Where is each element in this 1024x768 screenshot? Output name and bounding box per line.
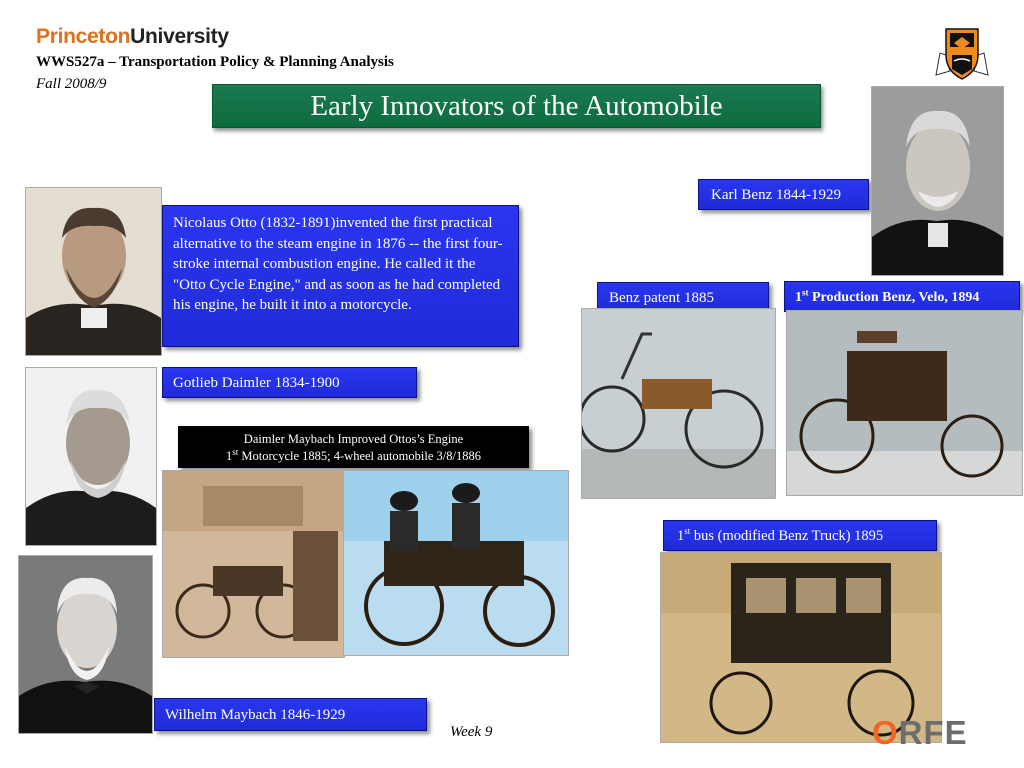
daimler-maybach-line2: 1st Motorcycle 1885; 4-wheel automobile 3/8/1886 <box>226 446 481 463</box>
logo-university: University <box>130 25 229 48</box>
otto-portrait <box>25 187 162 356</box>
university-logo <box>36 25 229 49</box>
week-label: Week 9 <box>450 724 493 740</box>
daimler-caption: Gotlieb Daimler 1834-1900 <box>162 367 417 398</box>
benz-portrait <box>871 86 1004 276</box>
production-benz-caption: 1st Production Benz, Velo, 1894 <box>784 281 1020 312</box>
daimler-maybach-line1: Daimler Maybach Improved Ottos’s Engine <box>243 432 464 446</box>
daimler-carriage-photo <box>343 470 569 656</box>
daimler-motorcycle-photo <box>162 470 345 658</box>
bus-caption: 1st bus (modified Benz Truck) 1895 <box>663 520 937 551</box>
princeton-crest-icon <box>932 25 992 83</box>
logo-princeton: Princeton <box>36 25 131 48</box>
slide-title: Early Innovators of the Automobile <box>212 84 821 128</box>
maybach-portrait <box>18 555 153 734</box>
otto-description: Nicolaus Otto (1832-1891)invented the first practical alternative to the steam engine in 1876 -- the first four-stroke internal combustion engine. He called it the "Otto Cycle Engine," and as soon as he had completed his engine, he built it into a motorcycle. <box>162 205 519 347</box>
daimler-portrait <box>25 367 157 546</box>
daimler-maybach-caption <box>178 426 529 468</box>
term-label: Fall 2008/9 <box>36 76 107 92</box>
benz-caption: Karl Benz 1844-1929 <box>698 179 869 210</box>
benz-patent-photo <box>581 308 776 499</box>
benz-velo-photo <box>786 310 1023 496</box>
maybach-caption: Wilhelm Maybach 1846-1929 <box>154 698 427 731</box>
course-title: WWS527a – Transportation Policy & Planning Analysis <box>36 54 394 70</box>
orfe-logo: ORFE <box>872 714 968 751</box>
benz-patent-caption: Benz patent 1885 <box>597 282 769 313</box>
